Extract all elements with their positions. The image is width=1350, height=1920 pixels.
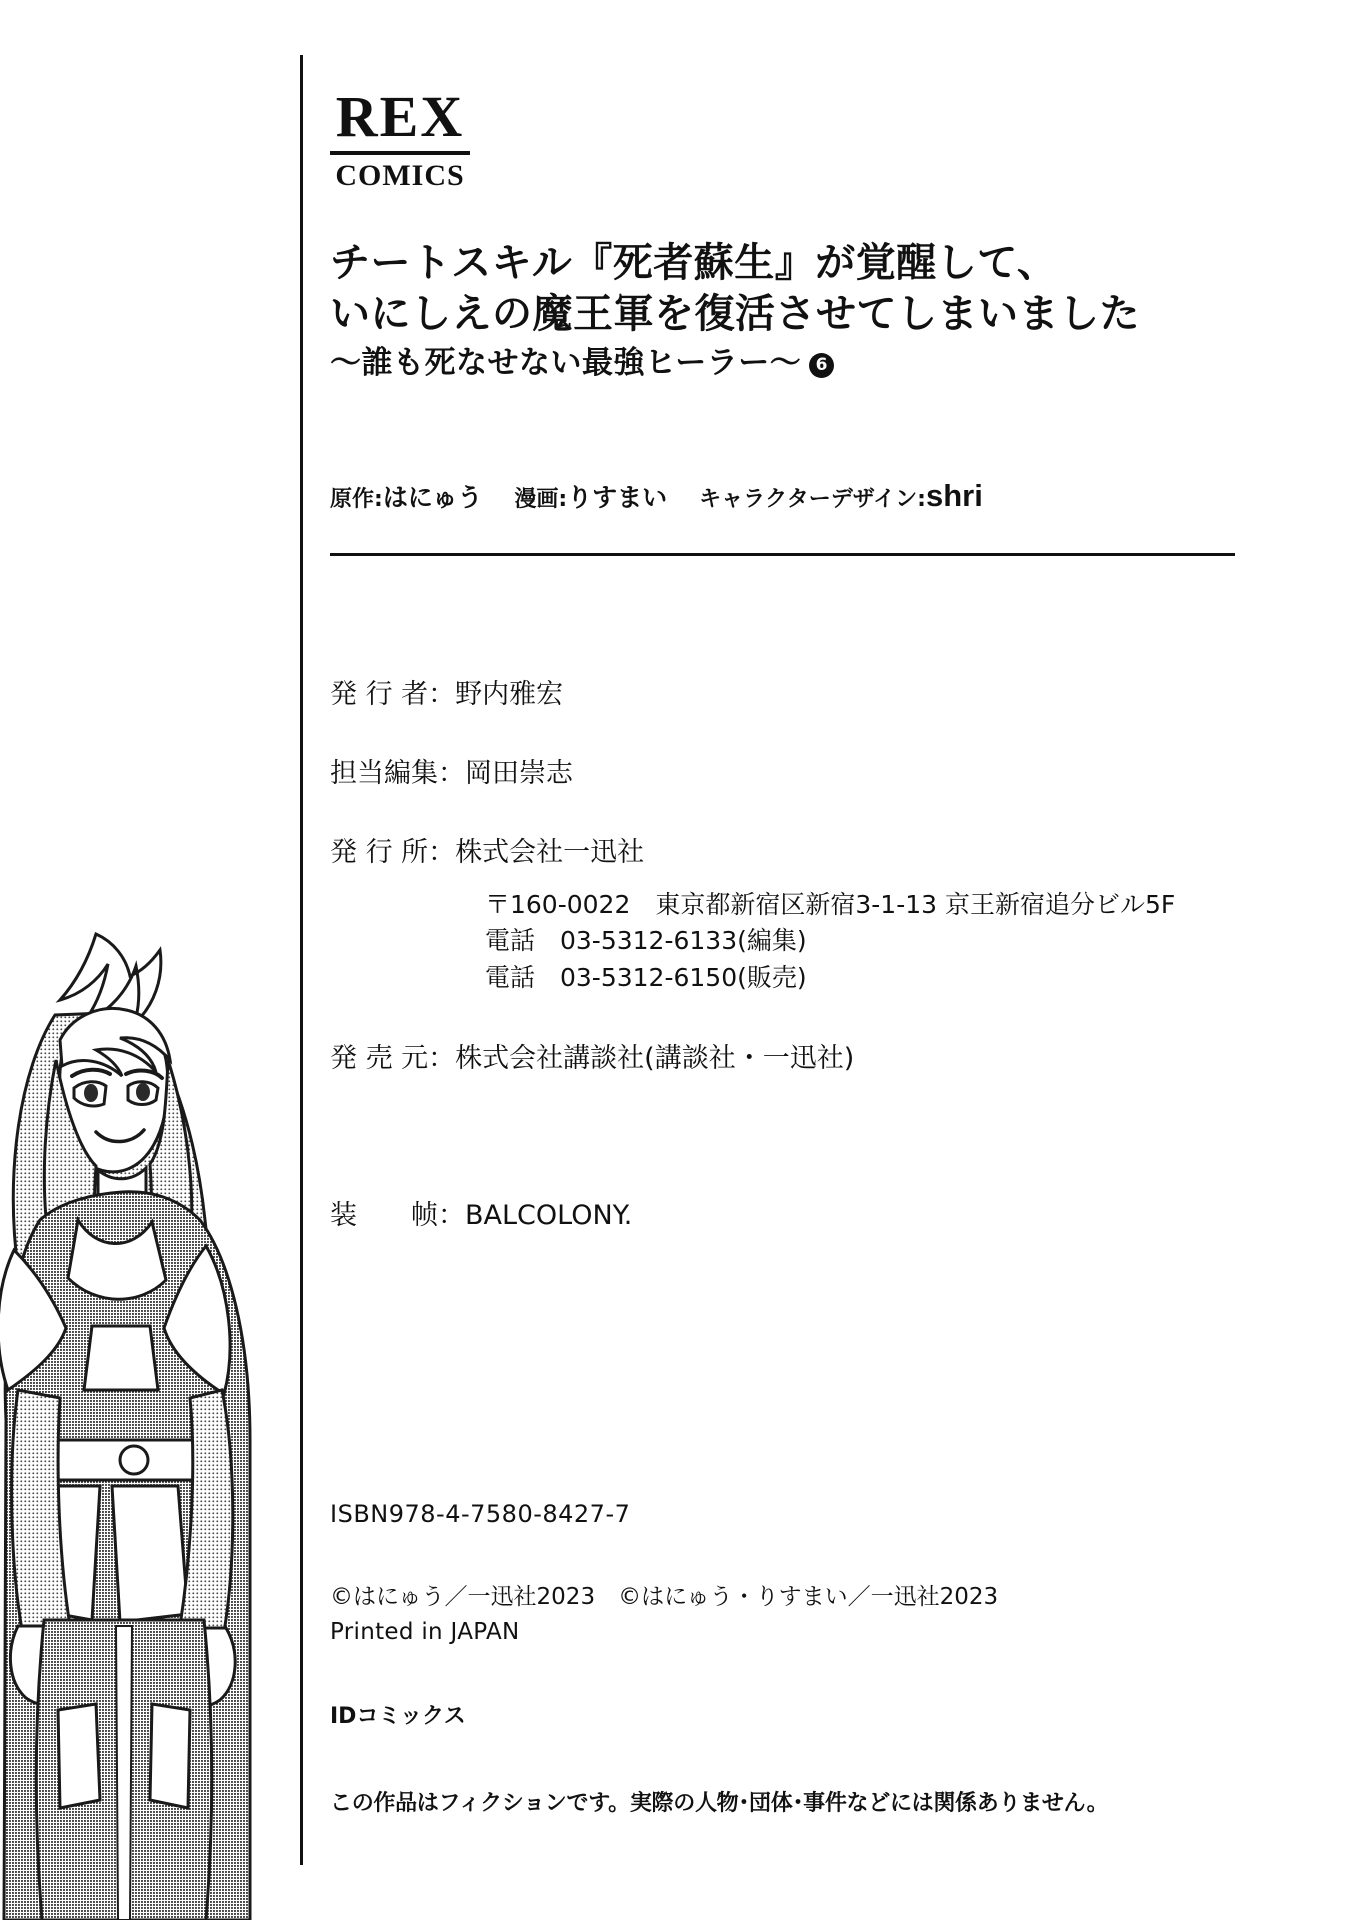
publisher-person-label: 発 行 者：: [330, 679, 456, 710]
bottom-info: [330, 1500, 1290, 1817]
publisher-row: [330, 830, 1280, 869]
rex-comics-logo: [330, 84, 470, 192]
publisher-person-row: [330, 672, 1280, 711]
character-design-name: shri: [925, 478, 983, 513]
copyright-line: ©はにゅう／一迅社2023 ©はにゅう・りすまい／一迅社2023: [330, 1584, 999, 1610]
publisher-address: 〒160-0022 東京都新宿区新宿3-1-13 京王新宿追分ビル5F: [485, 890, 1176, 919]
design-label: 装 帧：: [330, 1199, 465, 1231]
original-author-label: 原作:: [330, 487, 383, 512]
horizontal-divider: [330, 553, 1235, 556]
manga-artist-name: りすまい: [567, 483, 668, 512]
seller-value: 株式会社講談社(講談社・一迅社): [455, 1042, 855, 1074]
editor-row: [330, 751, 1280, 790]
title-line-2: いにしえの魔王軍を復活させてしまいました: [330, 291, 1140, 338]
printed-in: Printed in JAPAN: [330, 1618, 520, 1645]
logo-divider: [330, 151, 470, 155]
publisher-person-value: 野内雅宏: [455, 679, 564, 710]
title-line-1: チートスキル『死者蘇生』が覚醒して、: [330, 240, 1058, 286]
volume-badge: 6: [809, 353, 834, 378]
title-subtitle-text: 〜誰も死なせない最強ヒーラー〜: [330, 345, 802, 382]
publisher-value: 株式会社一迅社: [455, 837, 645, 868]
publisher-phone-sales: 電話 03-5312-6150(販売): [485, 962, 807, 992]
publisher-label: 発 行 所：: [330, 837, 456, 868]
publisher-phone-editorial: 電話 03-5312-6133(編集): [485, 926, 807, 956]
editor-label: 担当編集：: [330, 758, 465, 789]
design-row: [330, 1193, 1280, 1232]
seller-label: 発 売 元：: [330, 1042, 456, 1074]
seller-row: [330, 1036, 1280, 1075]
imprint-label: IDコミックス: [330, 1703, 466, 1729]
credits-line: [330, 478, 1250, 514]
character-design-label: キャラクターデザイン:: [699, 487, 926, 512]
manga-artist-label: 漫画:: [514, 487, 568, 512]
vertical-divider: [300, 55, 303, 1865]
character-illustration-art: [0, 920, 300, 1920]
colophon-details: [330, 672, 1280, 1272]
editor-value: 岡田崇志: [465, 758, 573, 789]
book-title: [330, 238, 1250, 384]
title-line-3: [330, 344, 1250, 384]
isbn: ISBN978-4-7580-8427-7: [330, 1500, 631, 1528]
fiction-disclaimer: この作品はフィクションです。実際の人物･団体･事件などには関係ありません。: [330, 1790, 1109, 1816]
original-author-name: はにゅう: [382, 483, 483, 512]
logo-rex-text: REX: [335, 84, 465, 149]
design-value: BALCOLONY.: [465, 1199, 633, 1231]
logo-comics-text: COMICS: [335, 159, 465, 192]
character-illustration: [0, 920, 300, 1920]
